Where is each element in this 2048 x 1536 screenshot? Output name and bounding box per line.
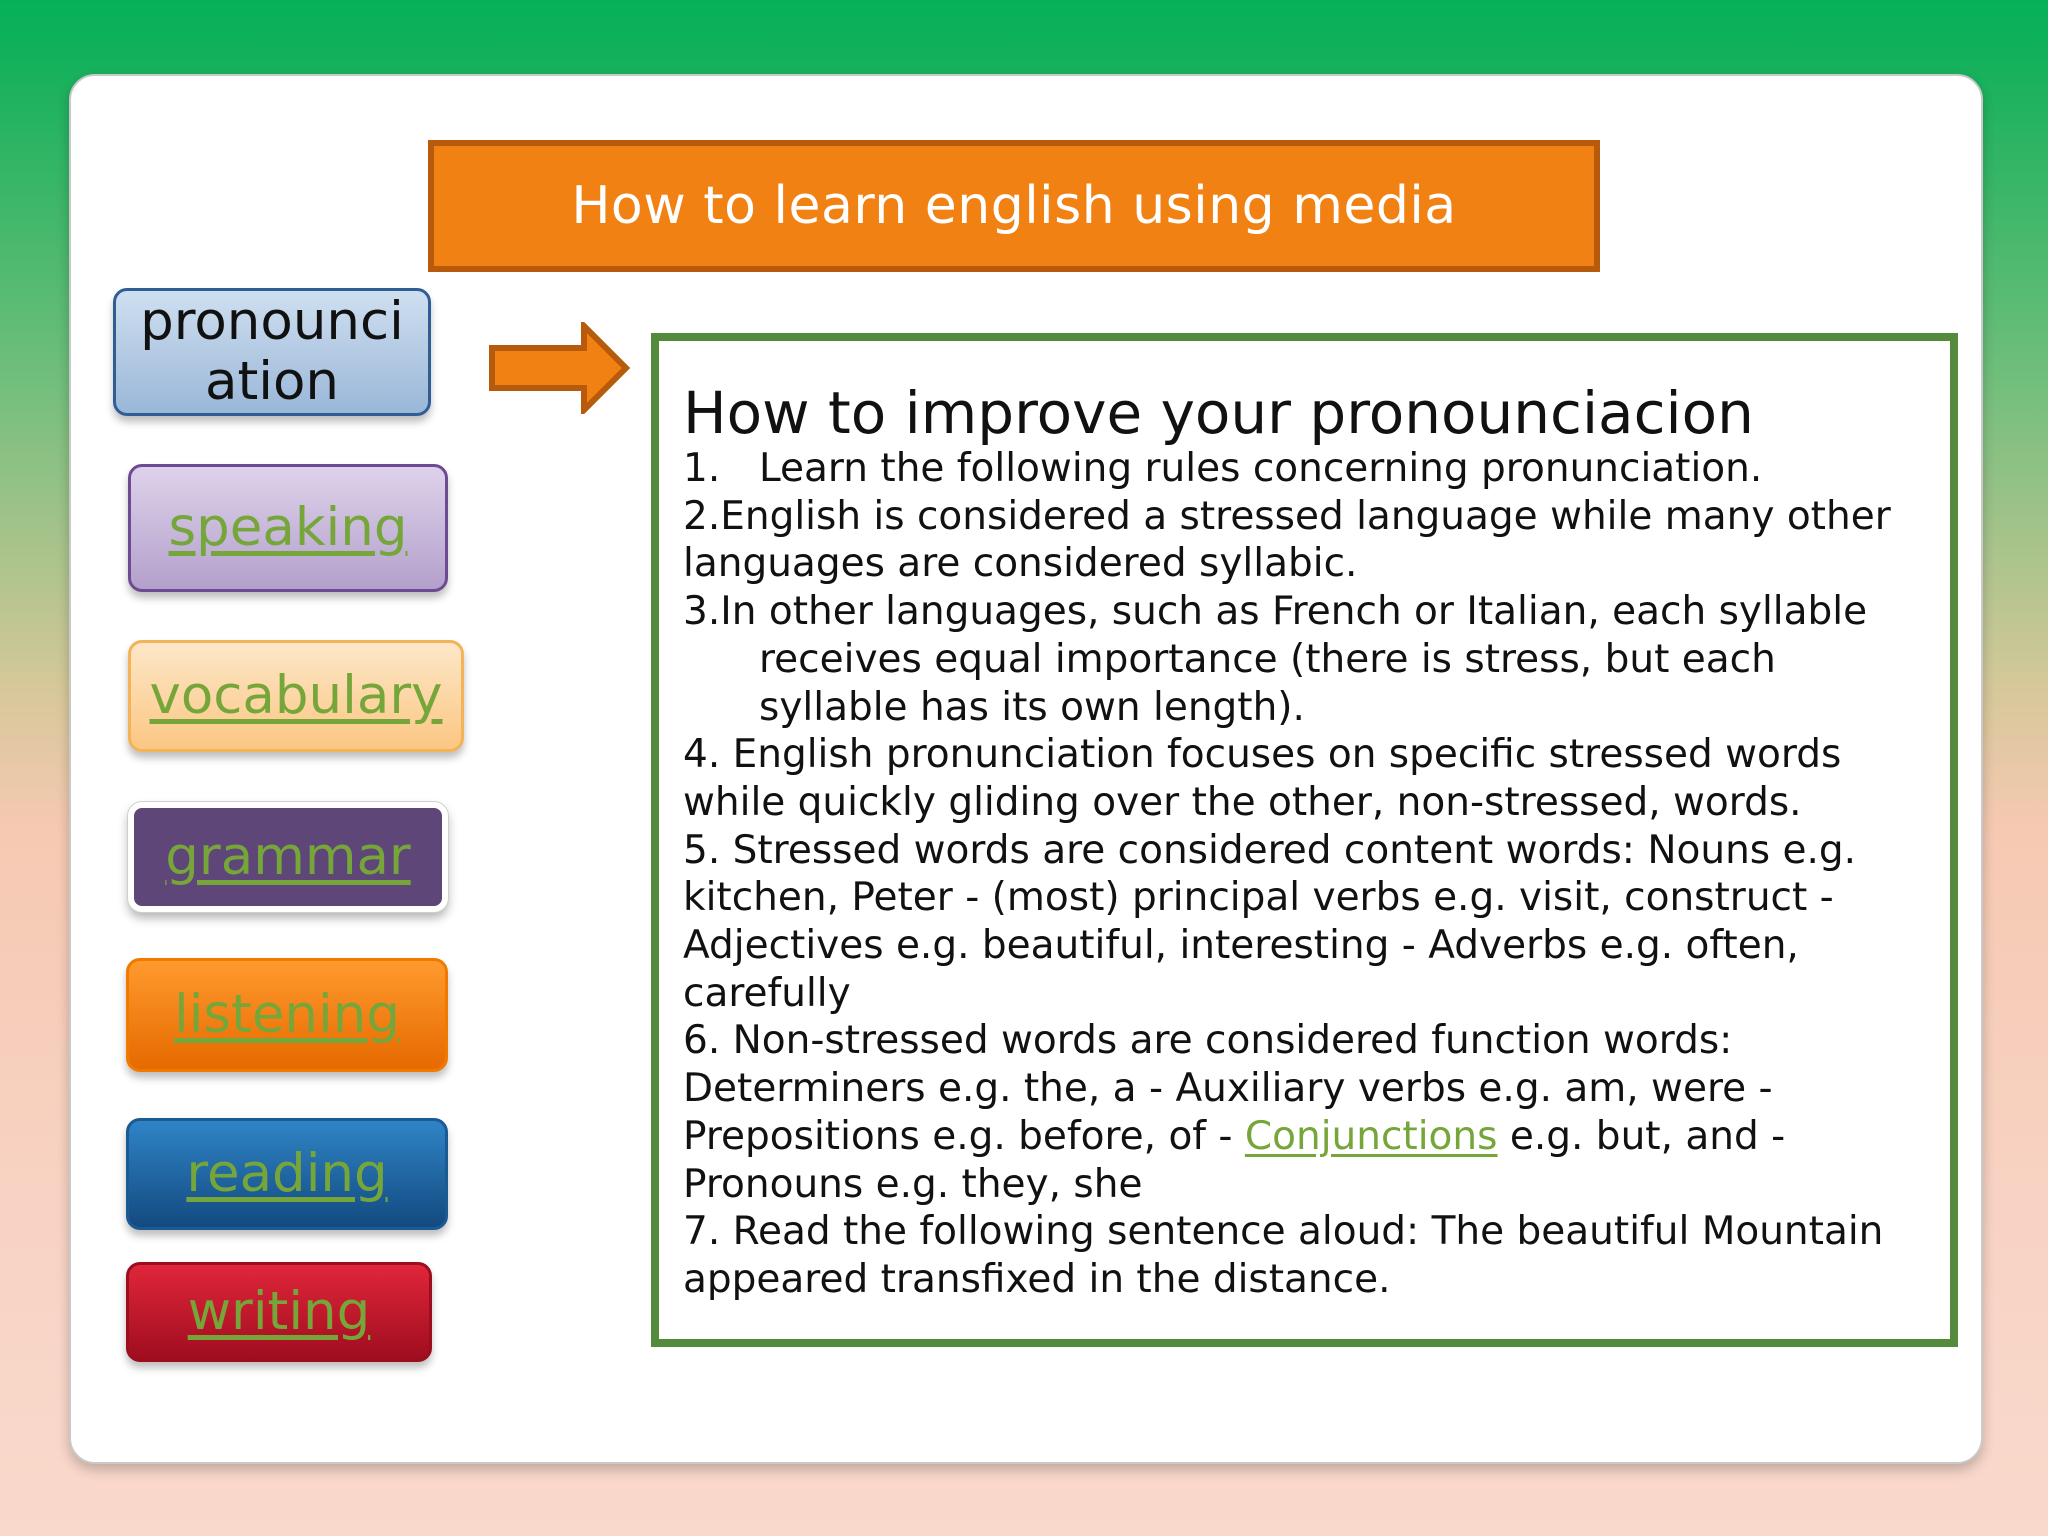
list-item-1 — [683, 445, 1940, 493]
nav-button-pronunciation[interactable]: pronounciation — [113, 288, 431, 416]
list-item-6-line-3-before: Prepositions e.g. before, of - — [683, 1113, 1245, 1159]
list-item-1-number: 1. — [683, 446, 721, 491]
list-item-2-line-1: 2.English is considered a stressed language while many other — [683, 493, 1891, 539]
right-arrow-icon — [488, 322, 632, 414]
list-item-3-line-2: receives equal importance (there is stress, but each — [759, 636, 1776, 682]
list-item-6-line-4: Pronouns e.g. they, she — [683, 1161, 1143, 1207]
nav-button-speaking[interactable]: speaking — [128, 464, 448, 592]
list-item-2-line-2: languages are considered syllabic. — [683, 541, 1358, 587]
nav-button-reading[interactable]: reading — [126, 1118, 448, 1230]
list-item-6-line-3-after: e.g. but, and - — [1497, 1113, 1786, 1159]
content-panel — [651, 333, 1958, 1347]
nav-button-listening[interactable]: listening — [126, 958, 448, 1072]
list-item-5-line-2: kitchen, Peter - (most) principal verbs e.g. visit, construct - — [683, 875, 1834, 921]
nav-button-grammar[interactable]: grammar — [128, 802, 448, 912]
list-item-4-line-2: while quickly gliding over the other, non-stressed, words. — [683, 779, 1802, 825]
list-item-5-line-4: carefully — [683, 970, 851, 1016]
list-item-6-line-1: 6. Non-stressed words are considered function words: — [683, 1018, 1733, 1064]
slide-title — [428, 140, 1600, 272]
list-item-6-line-3 — [683, 1113, 1940, 1161]
list-item-4-line-1: 4. English pronunciation focuses on specific stressed words — [683, 732, 1842, 778]
list-item-3-line-3: syllable has its own length). — [759, 684, 1305, 730]
list-item-5-line-3: Adjectives e.g. beautiful, interesting - Adverbs e.g. often, — [683, 923, 1799, 969]
slide-title-text: How to learn english using media — [571, 176, 1457, 236]
nav-button-vocabulary[interactable]: vocabulary — [128, 640, 464, 752]
list-item-1-text: Learn the following rules concerning pronunciation. — [759, 446, 1763, 491]
list-item-7-line-1: 7. Read the following sentence aloud: The beautiful Mountain — [683, 1209, 1884, 1255]
nav-button-writing[interactable]: writing — [126, 1262, 432, 1362]
list-item-5-line-1: 5. Stressed words are considered content words: Nouns e.g. — [683, 827, 1857, 873]
list-item-7-line-2: appeared transfixed in the distance. — [683, 1256, 1391, 1302]
list-item-6-line-2: Determiners e.g. the, a - Auxiliary verbs e.g. am, were - — [683, 1066, 1773, 1112]
content-heading: How to improve your pronounciacion — [683, 379, 1754, 447]
conjunctions-link[interactable]: Conjunctions — [1244, 1113, 1498, 1159]
list-item-3-line-1: 3.In other languages, such as French or Italian, each syllable — [683, 589, 1868, 635]
